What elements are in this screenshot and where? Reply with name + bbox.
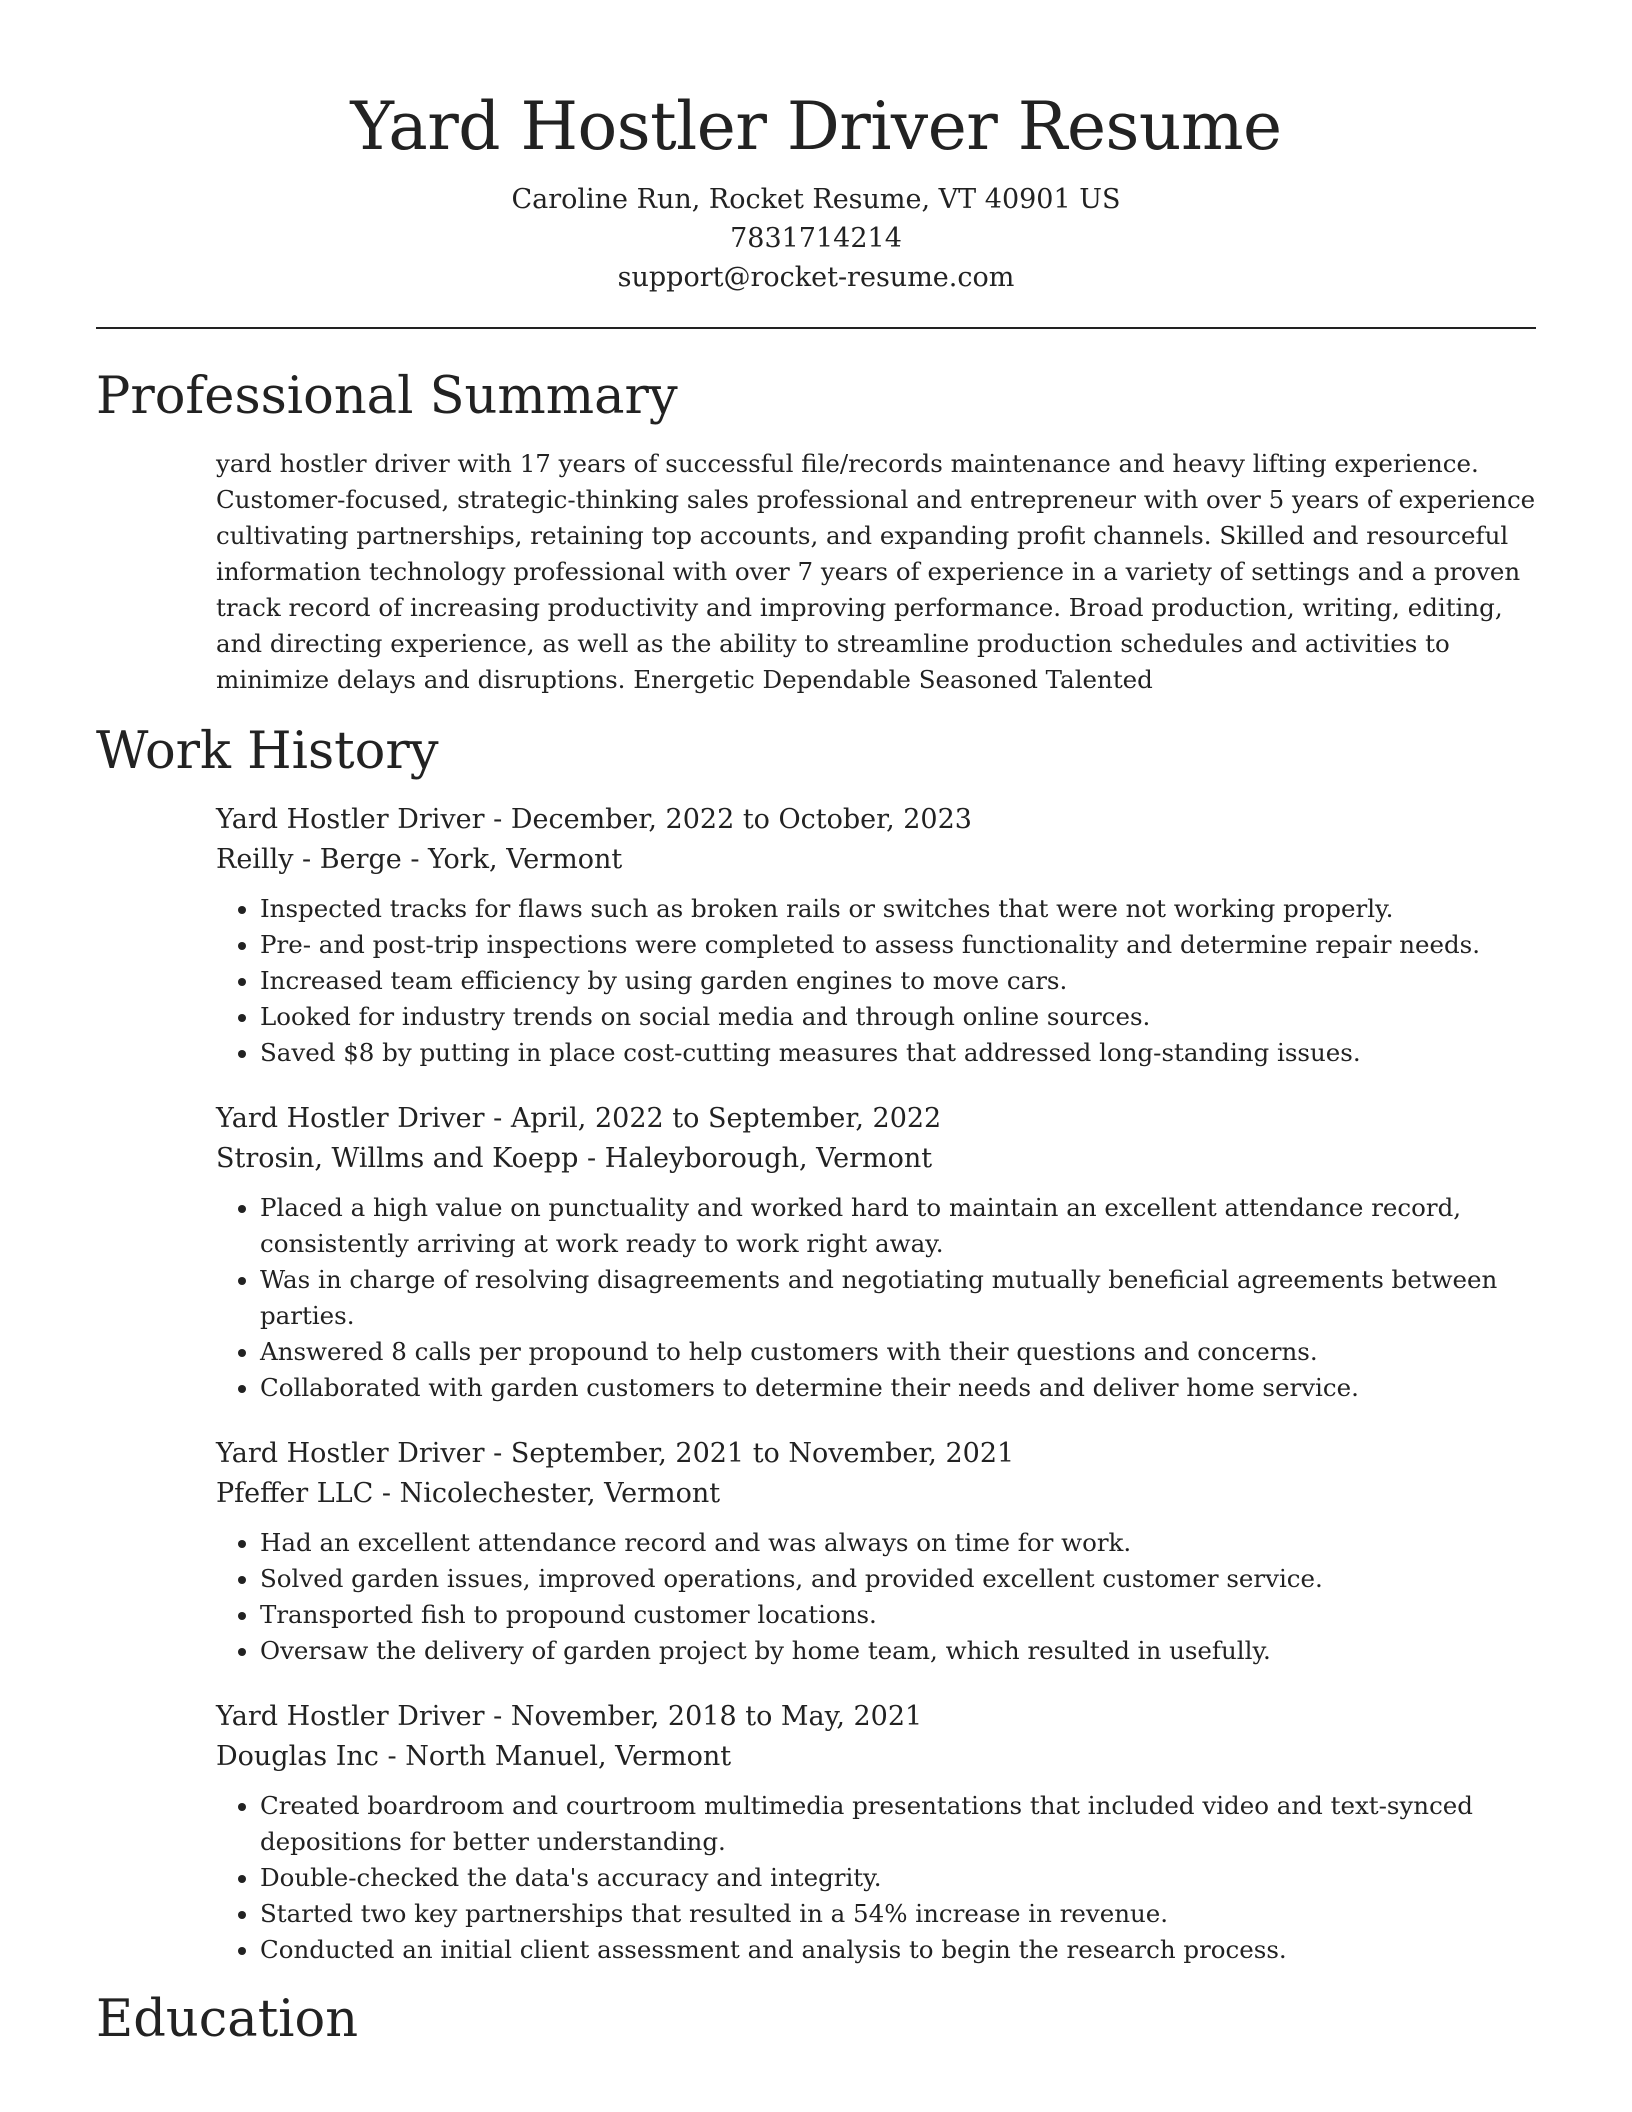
header-divider	[96, 327, 1536, 329]
job-detail-item: • Saved $8 by putting in place cost-cutting measures that addressed long-standing issues.	[260, 1035, 1536, 1071]
job-dates: November, 2018 to May, 2021	[510, 1701, 923, 1732]
job-company: Douglas Inc	[216, 1741, 379, 1772]
resume-title: Yard Hostler Driver Resume	[350, 88, 1282, 165]
job-title: Yard Hostler Driver	[216, 1103, 485, 1134]
job-title: Yard Hostler Driver	[216, 804, 485, 835]
job-title-line: Yard Hostler Driver - April, 2022 to September, 2022	[216, 1103, 942, 1134]
job-dates: September, 2021 to November, 2021	[510, 1438, 1015, 1469]
contact-address: Caroline Run, Rocket Resume, VT 40901 US	[511, 184, 1121, 215]
contact-email: support@rocket-resume.com	[617, 262, 1015, 293]
job-dates: December, 2022 to October, 2023	[510, 804, 972, 835]
education-heading: Education	[96, 1990, 359, 2049]
job-details-list	[216, 1190, 1536, 1406]
professional-summary-heading: Professional Summary	[96, 367, 678, 426]
job-company: Strosin, Willms and Koepp	[216, 1143, 579, 1174]
job-entry	[216, 1697, 1536, 1968]
professional-summary-text: yard hostler driver with 17 years of successful file/records maintenance and heavy lifting experience. Customer-focused, strategic-thinking sales professional and entrepreneur with over 5 years of experience cultivating partnerships, retaining top accounts, and expanding profit channels. Skilled and resourceful information technology professional with over 7 years of experience in a variety of settings and a proven track record of increasing productivity and improving performance. Broad production, writing, editing, and directing experience, as well as the ability to streamline production schedules and activities to minimize delays and disruptions. Energetic Dependable Seasoned Talented	[216, 449, 1536, 694]
job-detail-item: • Collaborated with garden customers to determine their needs and deliver home service.	[260, 1370, 1536, 1406]
job-title-line: Yard Hostler Driver - December, 2022 to October, 2023	[216, 804, 972, 835]
job-company: Reilly - Berge	[216, 844, 402, 875]
job-detail-item: • Inspected tracks for flaws such as broken rails or switches that were not working properly.	[260, 891, 1536, 927]
job-dates: April, 2022 to September, 2022	[510, 1103, 942, 1134]
job-entry	[216, 1099, 1536, 1406]
contact-phone: 7831714214	[730, 223, 902, 254]
resume-page	[96, 0, 1536, 2052]
job-company: Pfeffer LLC	[216, 1478, 374, 1509]
job-details-list	[216, 1525, 1536, 1669]
job-title-line: Yard Hostler Driver - November, 2018 to May, 2021	[216, 1701, 923, 1732]
job-detail-item: • Solved garden issues, improved operations, and provided excellent customer service.	[260, 1561, 1536, 1597]
job-company-line: Reilly - Berge - York, Vermont	[216, 844, 623, 875]
job-title: Yard Hostler Driver	[216, 1701, 485, 1732]
job-location: Haleyborough, Vermont	[604, 1143, 933, 1174]
work-history-heading: Work History	[96, 722, 439, 781]
contact-block	[96, 180, 1536, 297]
job-location: York, Vermont	[428, 844, 623, 875]
job-detail-item: • Increased team efficiency by using garden engines to move cars.	[260, 963, 1536, 999]
job-detail-item: • Conducted an initial client assessment and analysis to begin the research process.	[260, 1932, 1536, 1968]
job-detail-item: • Double-checked the data's accuracy and integrity.	[260, 1860, 1536, 1896]
job-company-line: Pfeffer LLC - Nicolechester, Vermont	[216, 1478, 721, 1509]
job-detail-item: • Started two key partnerships that resulted in a 54% increase in revenue.	[260, 1896, 1536, 1932]
job-company-line: Strosin, Willms and Koepp - Haleyborough, Vermont	[216, 1143, 933, 1174]
job-detail-item: • Created boardroom and courtroom multimedia presentations that included video and text-synced depositions for better understanding.	[260, 1788, 1536, 1860]
job-detail-item: • Pre- and post-trip inspections were completed to assess functionality and determine repair needs.	[260, 927, 1536, 963]
job-entry	[216, 1434, 1536, 1669]
job-location: Nicolechester, Vermont	[399, 1478, 721, 1509]
job-details-list	[216, 891, 1536, 1071]
job-detail-item: • Transported fish to propound customer locations.	[260, 1597, 1536, 1633]
job-company-line: Douglas Inc - North Manuel, Vermont	[216, 1741, 732, 1772]
job-entry	[216, 800, 1536, 1071]
job-detail-item: • Was in charge of resolving disagreements and negotiating mutually beneficial agreements between parties.	[260, 1262, 1536, 1334]
job-details-list	[216, 1788, 1536, 1968]
job-title: Yard Hostler Driver	[216, 1438, 485, 1469]
job-title-line: Yard Hostler Driver - September, 2021 to November, 2021	[216, 1438, 1015, 1469]
job-detail-item: • Placed a high value on punctuality and worked hard to maintain an excellent attendance record, consistently arriving at work ready to work right away.	[260, 1190, 1536, 1262]
job-detail-item: • Answered 8 calls per propound to help customers with their questions and concerns.	[260, 1334, 1536, 1370]
job-detail-item: • Oversaw the delivery of garden project by home team, which resulted in usefully.	[260, 1633, 1536, 1669]
job-detail-item: • Looked for industry trends on social media and through online sources.	[260, 999, 1536, 1035]
job-location: North Manuel, Vermont	[405, 1741, 732, 1772]
job-detail-item: • Had an excellent attendance record and was always on time for work.	[260, 1525, 1536, 1561]
